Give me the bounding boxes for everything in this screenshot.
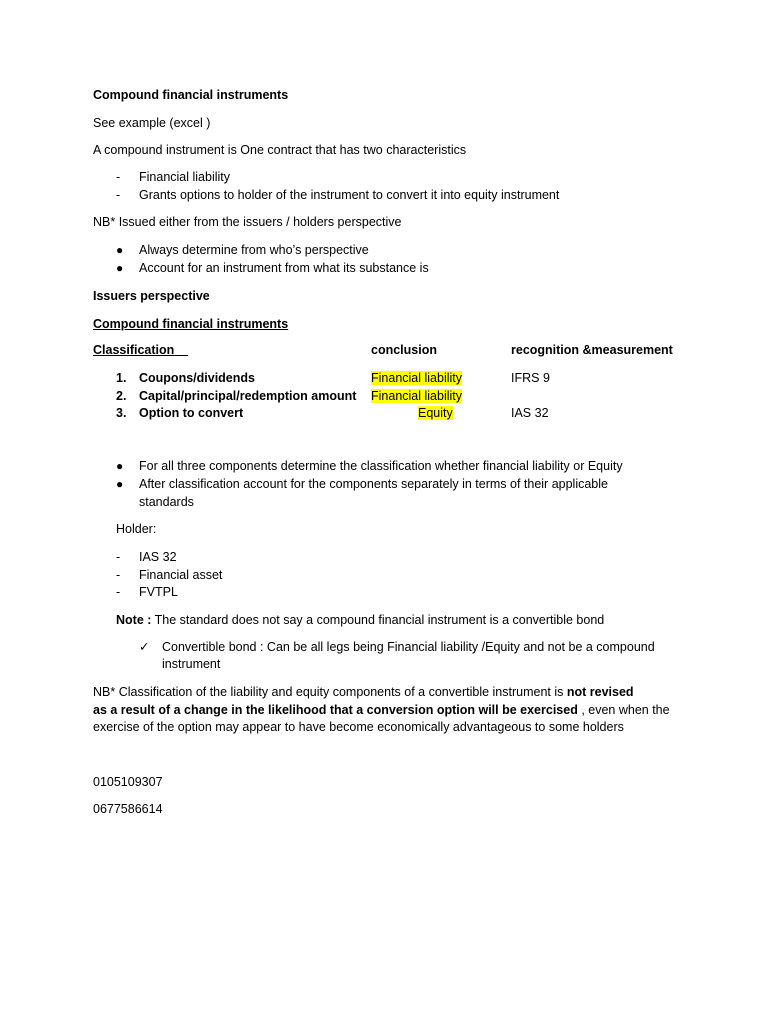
row-number: 2. <box>116 389 127 403</box>
bullet-icon: ● <box>116 477 124 491</box>
row-number: 3. <box>116 406 127 420</box>
list-item: Always determine from who’s perspective <box>139 243 369 257</box>
note-text: The standard does not say a compound financial instrument is a convertible bond <box>151 613 605 627</box>
list-item: IAS 32 <box>139 550 177 564</box>
list-item: Grants options to holder of the instrument to convert it into equity instrument <box>139 188 560 202</box>
dash-marker: - <box>116 585 121 599</box>
check-item: Convertible bond : Can be all legs being Financial liability /Equity and not be a compound <box>162 640 655 654</box>
table-header-classification: Classification <box>93 343 175 357</box>
bullet-icon: ● <box>116 243 124 257</box>
see-example-text: See example (excel ) <box>93 116 211 130</box>
bullet-icon: ● <box>116 459 124 473</box>
section-subheading: Compound financial instruments <box>93 317 289 331</box>
nb-classification-paragraph-line3: exercise of the option may appear to have become economically advantageous to some holders <box>93 720 624 734</box>
holder-label: Holder: <box>116 522 157 536</box>
table-header-conclusion: conclusion <box>371 343 437 357</box>
note-label: Note : <box>116 613 152 627</box>
doc-title: Compound financial instruments <box>93 88 289 102</box>
row-item: Option to convert <box>139 406 244 420</box>
check-item-continuation: instrument <box>162 657 221 671</box>
dash-marker: - <box>116 170 121 184</box>
row-standard: IAS 32 <box>511 406 549 420</box>
list-item: FVTPL <box>139 585 178 599</box>
issuers-heading: Issuers perspective <box>93 289 210 303</box>
phone-number: 0105109307 <box>93 775 163 789</box>
list-item: For all three components determine the classification whether financial liability or Equity <box>139 459 623 473</box>
dash-marker: - <box>116 568 121 582</box>
row-number: 1. <box>116 371 127 385</box>
row-item: Capital/principal/redemption amount <box>139 389 357 403</box>
nb-classification-paragraph-line2: as a result of a change in the likelihood that a conversion option will be exercised , even when the <box>93 703 670 717</box>
checkmark-icon: ✓ <box>139 640 150 654</box>
list-item: After classification account for the components separately in terms of their applicable <box>139 477 608 491</box>
dash-marker: - <box>116 188 121 202</box>
dash-marker: - <box>116 550 121 564</box>
row-item: Coupons/dividends <box>139 371 255 385</box>
table-header-recognition: recognition &measurement <box>511 343 673 357</box>
list-item: Financial liability <box>139 170 231 184</box>
row-conclusion-highlight: Financial liability <box>371 371 463 385</box>
row-conclusion-highlight: Financial liability <box>371 389 463 403</box>
nb-classification-paragraph: NB* Classification of the liability and equity components of a convertible instrument is not revised <box>93 685 634 699</box>
bullet-icon: ● <box>116 261 124 275</box>
row-standard: IFRS 9 <box>511 371 550 385</box>
list-item: Financial asset <box>139 568 223 582</box>
definition-text: A compound instrument is One contract that has two characteristics <box>93 143 467 157</box>
nb-note-perspective: NB* Issued either from the issuers / holders perspective <box>93 215 402 229</box>
note-paragraph <box>116 612 604 629</box>
row-conclusion-highlight: Equity <box>418 406 453 420</box>
list-item: Account for an instrument from what its substance is <box>139 261 429 275</box>
phone-number: 0677586614 <box>93 802 163 816</box>
list-item-continuation: standards <box>139 495 194 509</box>
